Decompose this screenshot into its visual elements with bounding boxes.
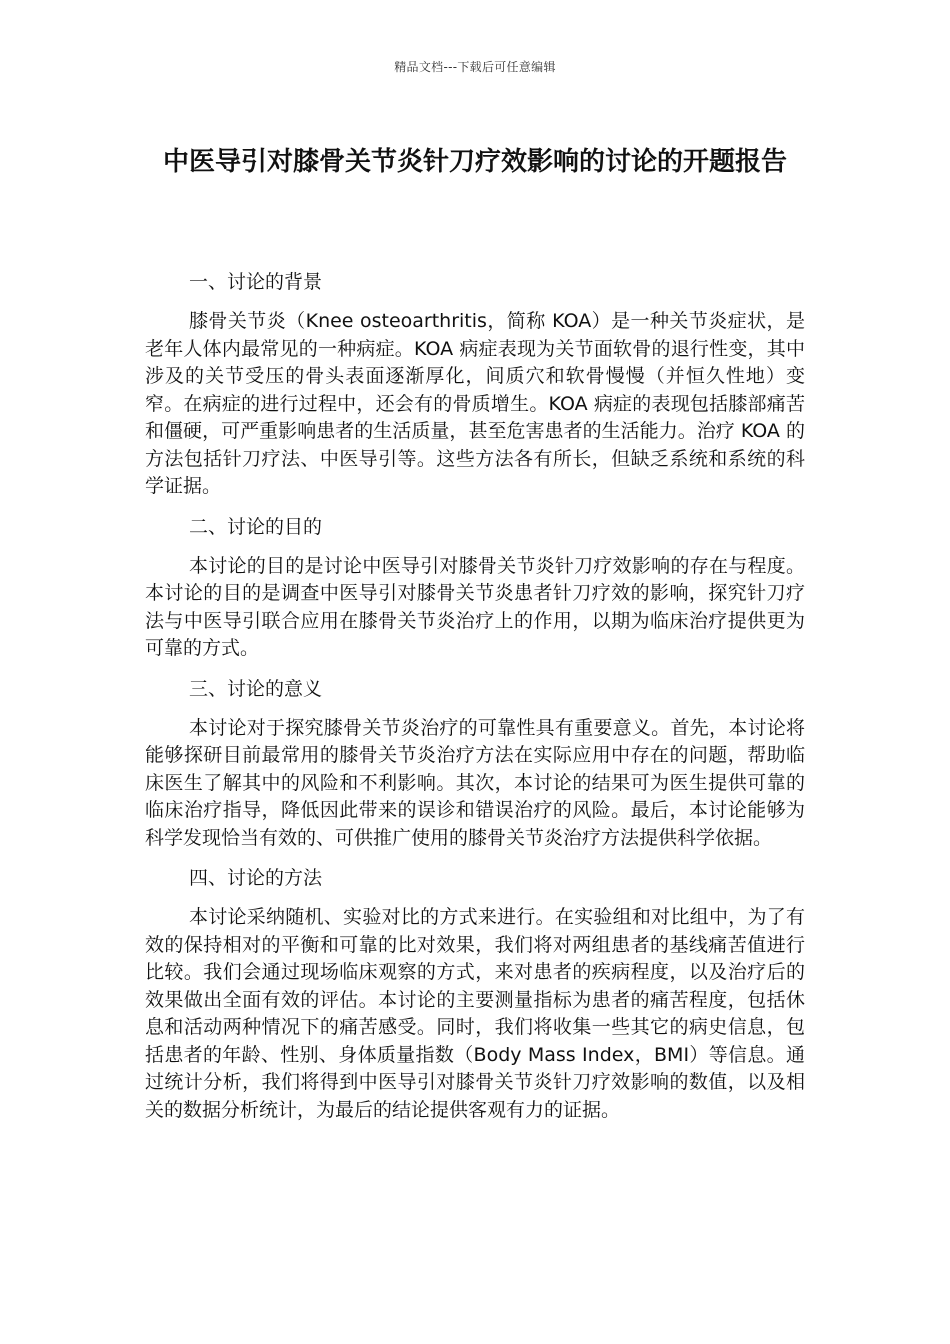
- section-method: [145, 864, 805, 1124]
- section-purpose: [145, 513, 805, 663]
- section-paragraph: 本讨论的目的是讨论中医导引对膝骨关节炎针刀疗效影响的存在与程度。本讨论的目的是调查中医导引对膝骨关节炎患者针刀疗效的影响，探究针刀疗法与中医导引联合应用在膝骨关节炎治疗上的作用，以期为临床治疗提供更为可靠的方式。: [145, 554, 805, 659]
- page-header-watermark: 精品文档---下载后可任意编辑: [394, 60, 556, 74]
- section-paragraph: 本讨论对于探究膝骨关节炎治疗的可靠性具有重要意义。首先，本讨论将能够探研目前最常用的膝骨关节炎治疗方法在实际应用中存在的问题，帮助临床医生了解其中的风险和不利影响。其次，本讨论的结果可为医生提供可靠的临床治疗指导，降低因此带来的误诊和错误治疗的风险。最后，本讨论能够为科学发现恰当有效的、可供推广使用的膝骨关节炎治疗方法提供科学依据。: [145, 716, 805, 849]
- section-heading: 三、讨论的意义: [189, 677, 323, 700]
- section-heading: 一、讨论的背景: [189, 271, 323, 293]
- section-paragraph: 膝骨关节炎（Knee osteoarthritis，简称 KOA）是一种关节炎症状，是老年人体内最常见的一种病症。KOA 病症表现为关节面软骨的退行性变，其中涉及的关节受压的骨头表面逐渐厚化，间质穴和软骨慢慢（并恒久性地）变窄。在病症的进行过程中，还会有的骨质增生。KOA 病症的表现包括膝部痛苦和僵硬，可严重影响患者的生活质量，甚至危害患者的生活能力。治疗 KOA 的方法包括针刀疗法、中医导引等。这些方法各有所长，但缺乏系统和系统的科学证据。: [145, 310, 805, 497]
- section-background: [145, 268, 805, 501]
- section-heading: 四、讨论的方法: [189, 867, 323, 889]
- document-body: [145, 268, 805, 1136]
- section-heading: 二、讨论的目的: [189, 515, 323, 538]
- section-significance: [145, 675, 805, 853]
- section-paragraph: 本讨论采纳随机、实验对比的方式来进行。在实验组和对比组中，为了有效的保持相对的平衡和可靠的比对效果，我们将对两组患者的基线痛苦值进行比较。我们会通过现场临床观察的方式，来对患者的疾病程度，以及治疗后的效果做出全面有效的评估。本讨论的主要测量指标为患者的痛苦程度，包括休息和活动两种情况下的痛苦感受。同时，我们将收集一些其它的病史信息，包括患者的年龄、性别、身体质量指数（Body Mass Index，BMI）等信息。通过统计分析，我们将得到中医导引对膝骨关节炎针刀疗效影响的数值，以及相关的数据分析统计，为最后的结论提供客观有力的证据。: [145, 906, 805, 1121]
- document-title: 中医导引对膝骨关节炎针刀疗效影响的讨论的开题报告: [162, 147, 787, 177]
